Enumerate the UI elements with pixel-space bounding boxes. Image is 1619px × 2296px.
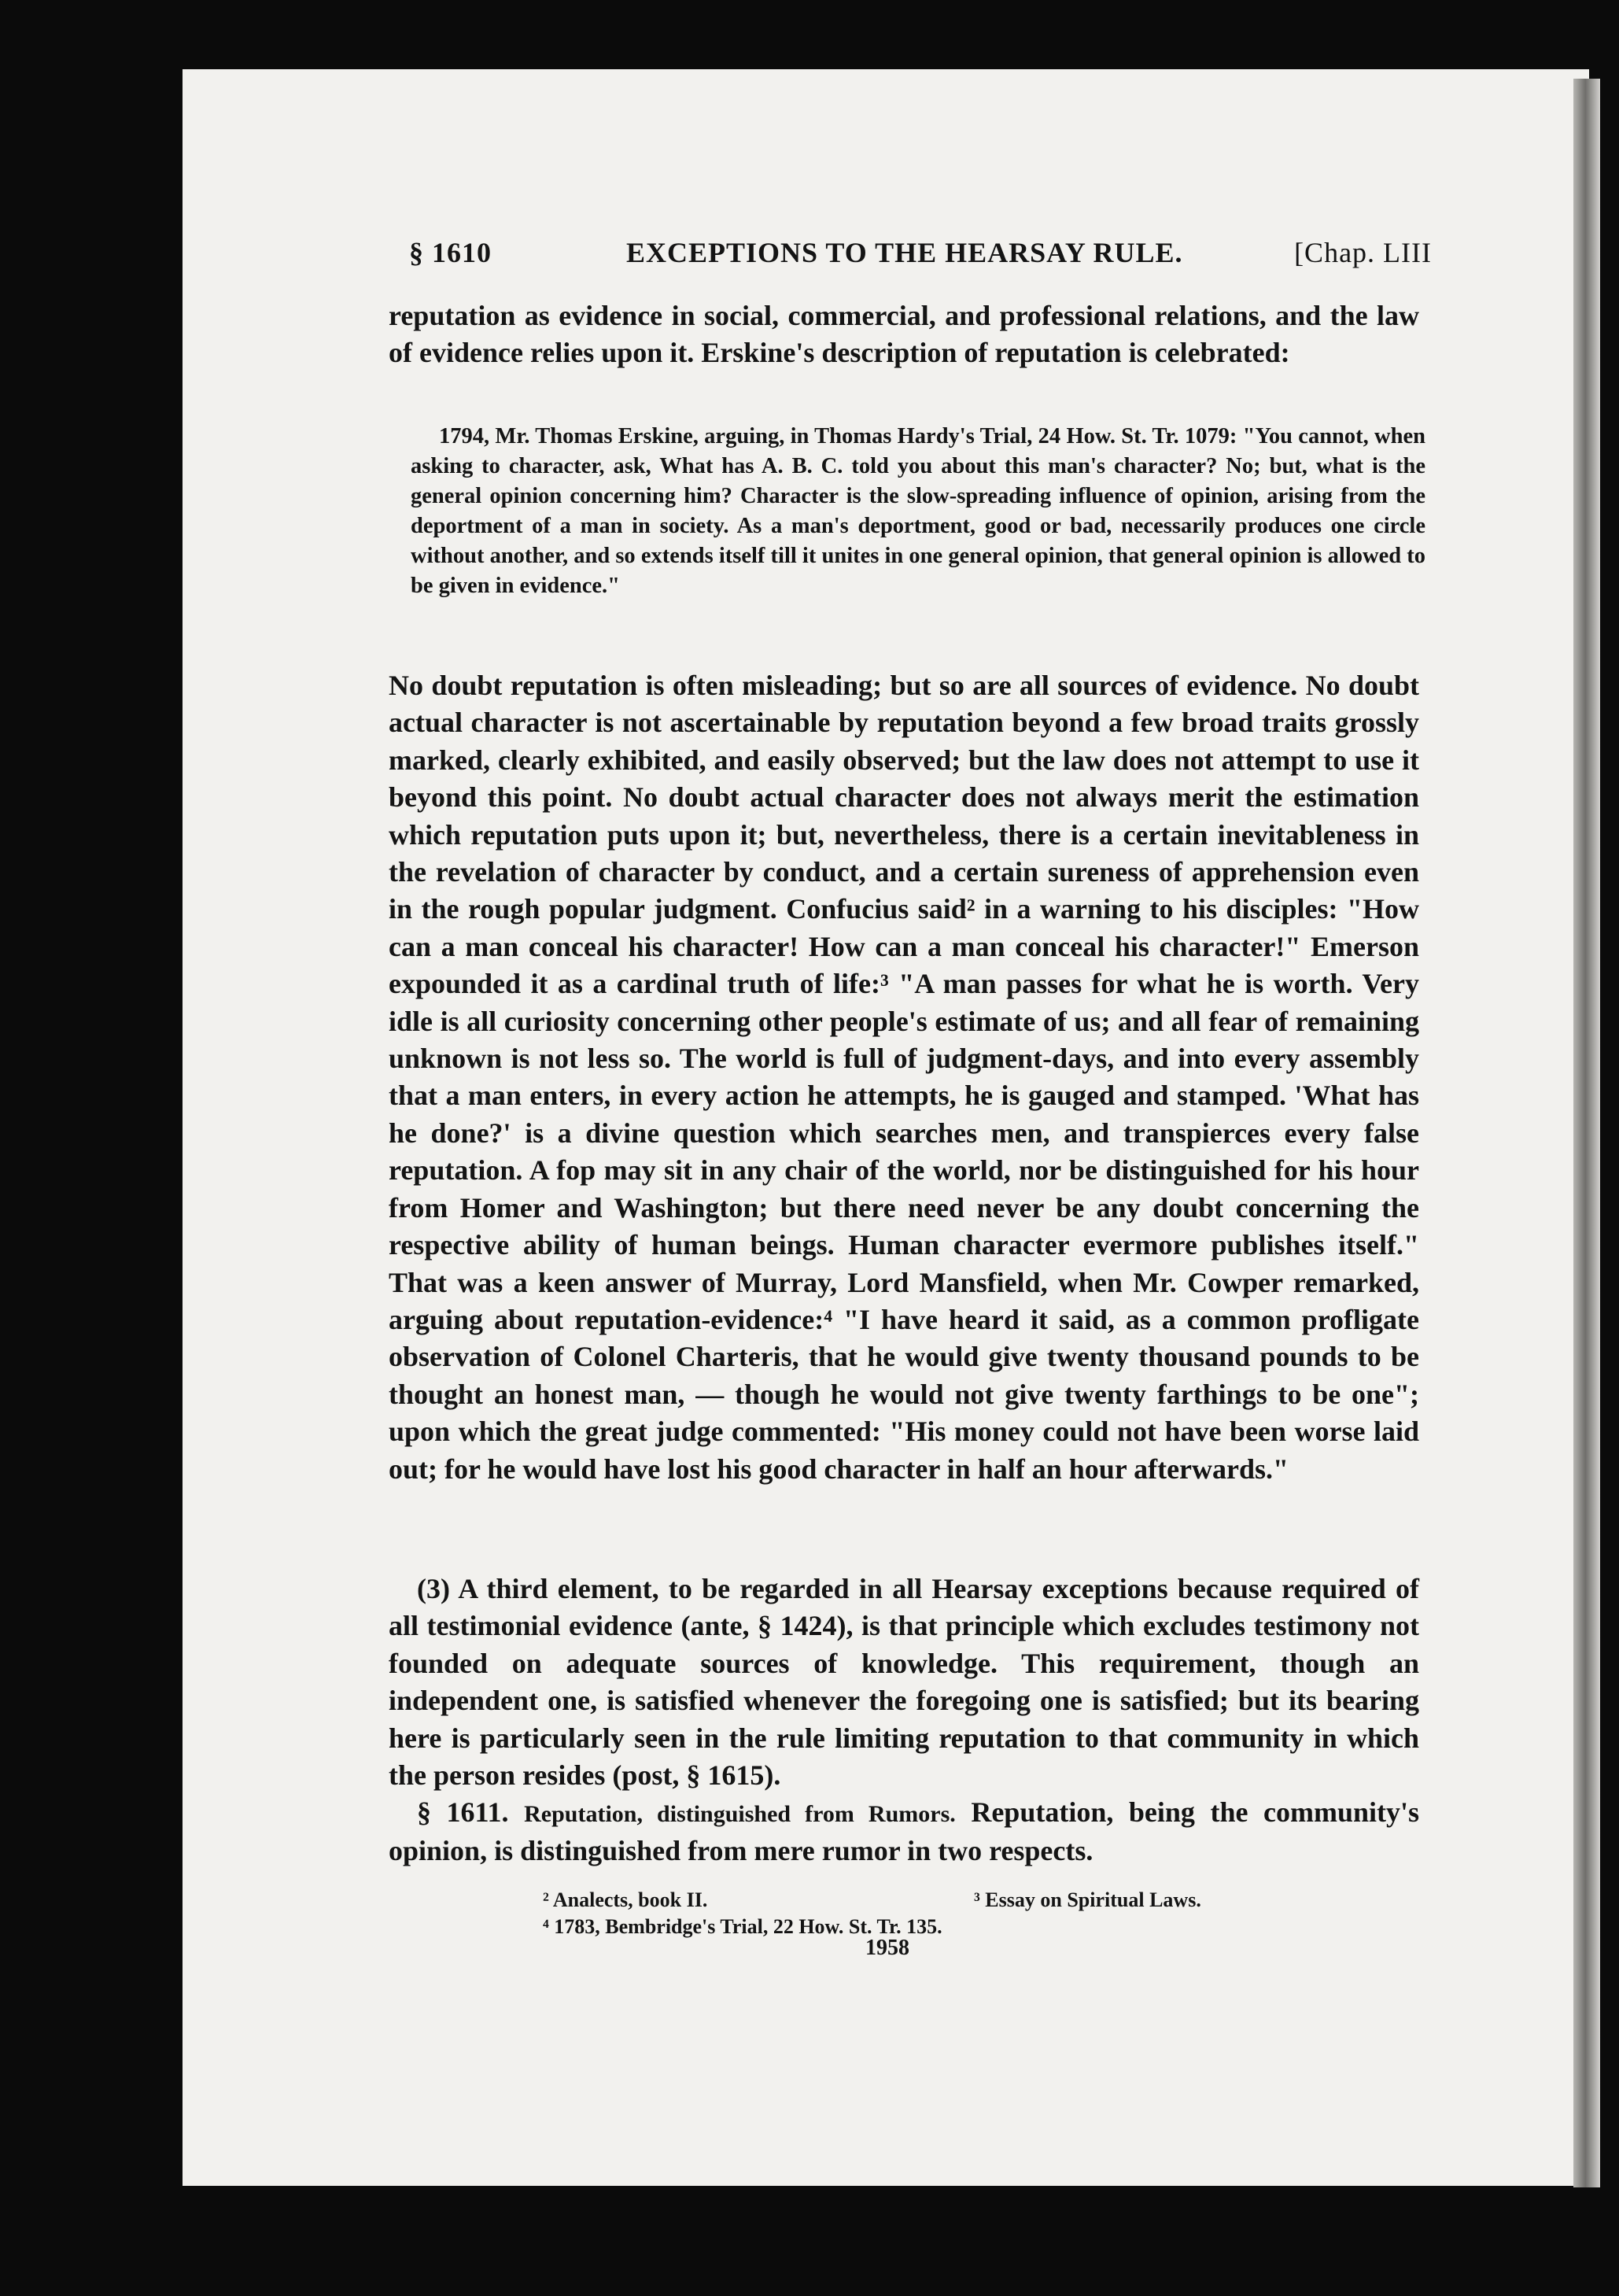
footnote-2: ² Analects, book II. (543, 1888, 708, 1911)
quote-text: 1794, Mr. Thomas Erskine, arguing, in Thomas Hardy's Trial, 24 How. St. Tr. 1079: "You cannot, when asking to character, ask, What has A. B. C. told you about this man's character? No; but, what is the general opinion concerning him? Character is the slow-spreading influence of opinion, arising from the deportment of a man in society. As a man's deportment, good or bad, necessarily produces one circle without another, and so extends itself till it unites in one general opinion, that general opinion is allowed to be given in evidence." (411, 424, 1425, 598)
section-number: § 1611. (417, 1796, 509, 1828)
intro-paragraph (389, 297, 1419, 372)
intro-text: reputation as evidence in social, commercial, and professional relations, and the law of evidence relies upon it. Erskine's description of reputation is celebrated: (389, 300, 1419, 369)
section-text: Reputation, being the community's opinion, is distinguished from mere rumor in two respects. (389, 1796, 1419, 1867)
header-section: § 1610 (409, 237, 492, 268)
footnotes (543, 1887, 1298, 1940)
footnote-4: ⁴ 1783, Bembridge's Trial, 22 How. St. Tr. 135. (543, 1915, 942, 1938)
erskine-quote (411, 422, 1425, 601)
section-heading: Reputation, distinguished from Rumors. (524, 1801, 956, 1827)
section-1611 (389, 1794, 1419, 1870)
book-spine (1573, 79, 1600, 2187)
third-element-paragraph (389, 1571, 1419, 1794)
header-title: EXCEPTIONS TO THE HEARSAY RULE. (626, 237, 1183, 268)
running-header (409, 236, 1432, 283)
body-paragraph (389, 667, 1419, 1488)
footnote-3: ³ Essay on Spiritual Laws. (974, 1888, 1201, 1911)
third-text: (3) A third element, to be regarded in all Hearsay exceptions because required of all testimonial evidence (ante, § 1424), is that principle which excludes testimony not founded on adequate sources of knowledge. This requirement, though an independent one, is satisfied whenever the foregoing one is satisfied; but its bearing here is particularly seen in the rule limiting reputation to that community in which the person resides (post, § 1615). (389, 1573, 1419, 1792)
header-chapter: [Chap. LIII (1294, 237, 1432, 268)
page-number: 1958 (865, 1936, 909, 1960)
body-text: No doubt reputation is often misleading; but so are all sources of evidence. No doubt actual character is not ascertainable by reputation beyond a few broad traits grossly marked, clearly exhibited, and easily observed; but the law does not attempt to use it beyond this point. No doubt actual character does not always merit the estimation which reputation puts upon it; but, nevertheless, there is a certain inevitableness in the revelation of character by conduct, and a certain sureness of apprehension even in the rough popular judgment. Confucius said² in a warning to his disciples: "How can a man conceal his character! How can a man conceal his character!" Emerson expounded it as a cardinal truth of life:³ "A man passes for what he is worth. Very idle is all curiosity concerning other people's estimate of us; and all fear of remaining unknown is not less so. The world is full of judgment-days, and into every assembly that a man enters, in every action he attempts, he is gauged and stamped. 'What has he done?' is a divine question which searches men, and transpierces every false reputation. A fop may sit in any chair of the world, nor be distinguished for his hour from Homer and Washington; but there need never be any doubt concerning the respective ability of human beings. Human character evermore publishes itself." That was a keen answer of Murray, Lord Mansfield, when Mr. Cowper remarked, arguing about reputation-evidence:⁴ "I have heard it said, as a common profligate observation of Colonel Charteris, that he would give twenty thousand pounds to be thought an honest man, — though he would not give twenty farthings to be one"; upon which the great judge commented: "His money could not have been worse laid out; for he would have lost his good character in half an hour afterwards." (389, 670, 1419, 1485)
